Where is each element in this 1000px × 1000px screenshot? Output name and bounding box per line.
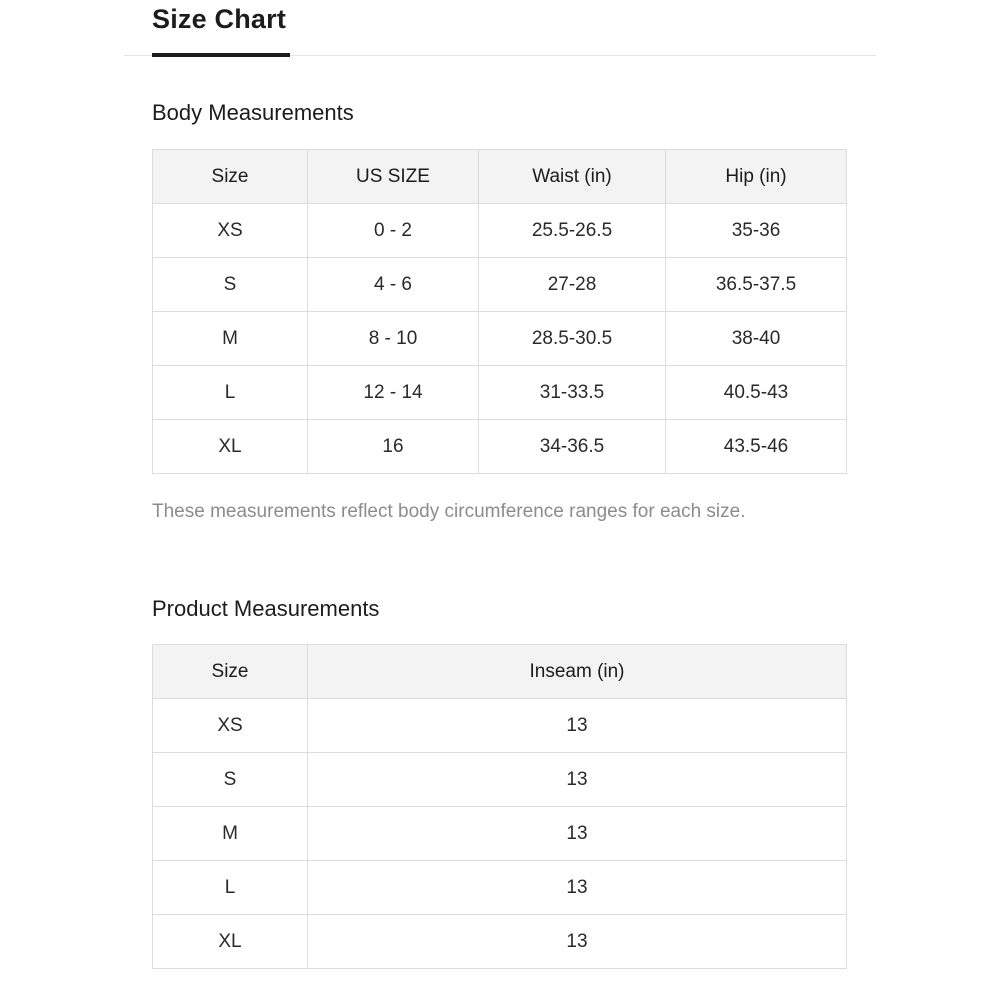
column-header-size: Size <box>153 645 308 699</box>
cell-us-size: 8 - 10 <box>308 312 479 366</box>
tab-size-chart-label: Size Chart <box>152 4 287 34</box>
table-row <box>153 807 847 861</box>
cell-waist: 34-36.5 <box>479 420 666 474</box>
cell-inseam: 13 <box>308 915 847 969</box>
tab-active-underline <box>152 53 290 57</box>
cell-us-size: 0 - 2 <box>308 204 479 258</box>
cell-size: L <box>153 861 308 915</box>
column-header-waist: Waist (in) <box>479 150 666 204</box>
table-row <box>153 312 847 366</box>
cell-us-size: 16 <box>308 420 479 474</box>
cell-inseam: 13 <box>308 861 847 915</box>
cell-size: XL <box>153 915 308 969</box>
product-measurements-table <box>152 644 847 969</box>
cell-size: S <box>153 258 308 312</box>
cell-size: S <box>153 753 308 807</box>
table-row <box>153 366 847 420</box>
table-header-row <box>153 150 847 204</box>
cell-size: XS <box>153 204 308 258</box>
product-measurements-title: Product Measurements <box>152 596 380 621</box>
column-header-size: Size <box>153 150 308 204</box>
cell-size: XL <box>153 420 308 474</box>
table-row <box>153 420 847 474</box>
table-row <box>153 861 847 915</box>
cell-waist: 27-28 <box>479 258 666 312</box>
cell-hip: 35-36 <box>666 204 847 258</box>
cell-inseam: 13 <box>308 753 847 807</box>
cell-size: M <box>153 807 308 861</box>
cell-waist: 31-33.5 <box>479 366 666 420</box>
body-measurements-note: These measurements reflect body circumference ranges for each size. <box>152 501 746 522</box>
column-header-us-size: US SIZE <box>308 150 479 204</box>
cell-hip: 40.5-43 <box>666 366 847 420</box>
cell-size: M <box>153 312 308 366</box>
cell-us-size: 4 - 6 <box>308 258 479 312</box>
table-row <box>153 915 847 969</box>
column-header-hip: Hip (in) <box>666 150 847 204</box>
cell-size: XS <box>153 699 308 753</box>
product-measurements-note-cropped <box>152 988 672 1000</box>
table-row <box>153 204 847 258</box>
column-header-inseam: Inseam (in) <box>308 645 847 699</box>
cell-hip: 36.5-37.5 <box>666 258 847 312</box>
table-row <box>153 753 847 807</box>
cell-hip: 38-40 <box>666 312 847 366</box>
table-row <box>153 258 847 312</box>
body-measurements-table <box>152 149 847 474</box>
cell-waist: 28.5-30.5 <box>479 312 666 366</box>
body-measurements-title: Body Measurements <box>152 100 354 125</box>
cell-us-size: 12 - 14 <box>308 366 479 420</box>
table-row <box>153 699 847 753</box>
cell-waist: 25.5-26.5 <box>479 204 666 258</box>
tab-size-chart[interactable] <box>152 0 290 55</box>
cell-hip: 43.5-46 <box>666 420 847 474</box>
cell-size: L <box>153 366 308 420</box>
cell-inseam: 13 <box>308 699 847 753</box>
tab-bar <box>124 0 876 56</box>
table-header-row <box>153 645 847 699</box>
cell-inseam: 13 <box>308 807 847 861</box>
